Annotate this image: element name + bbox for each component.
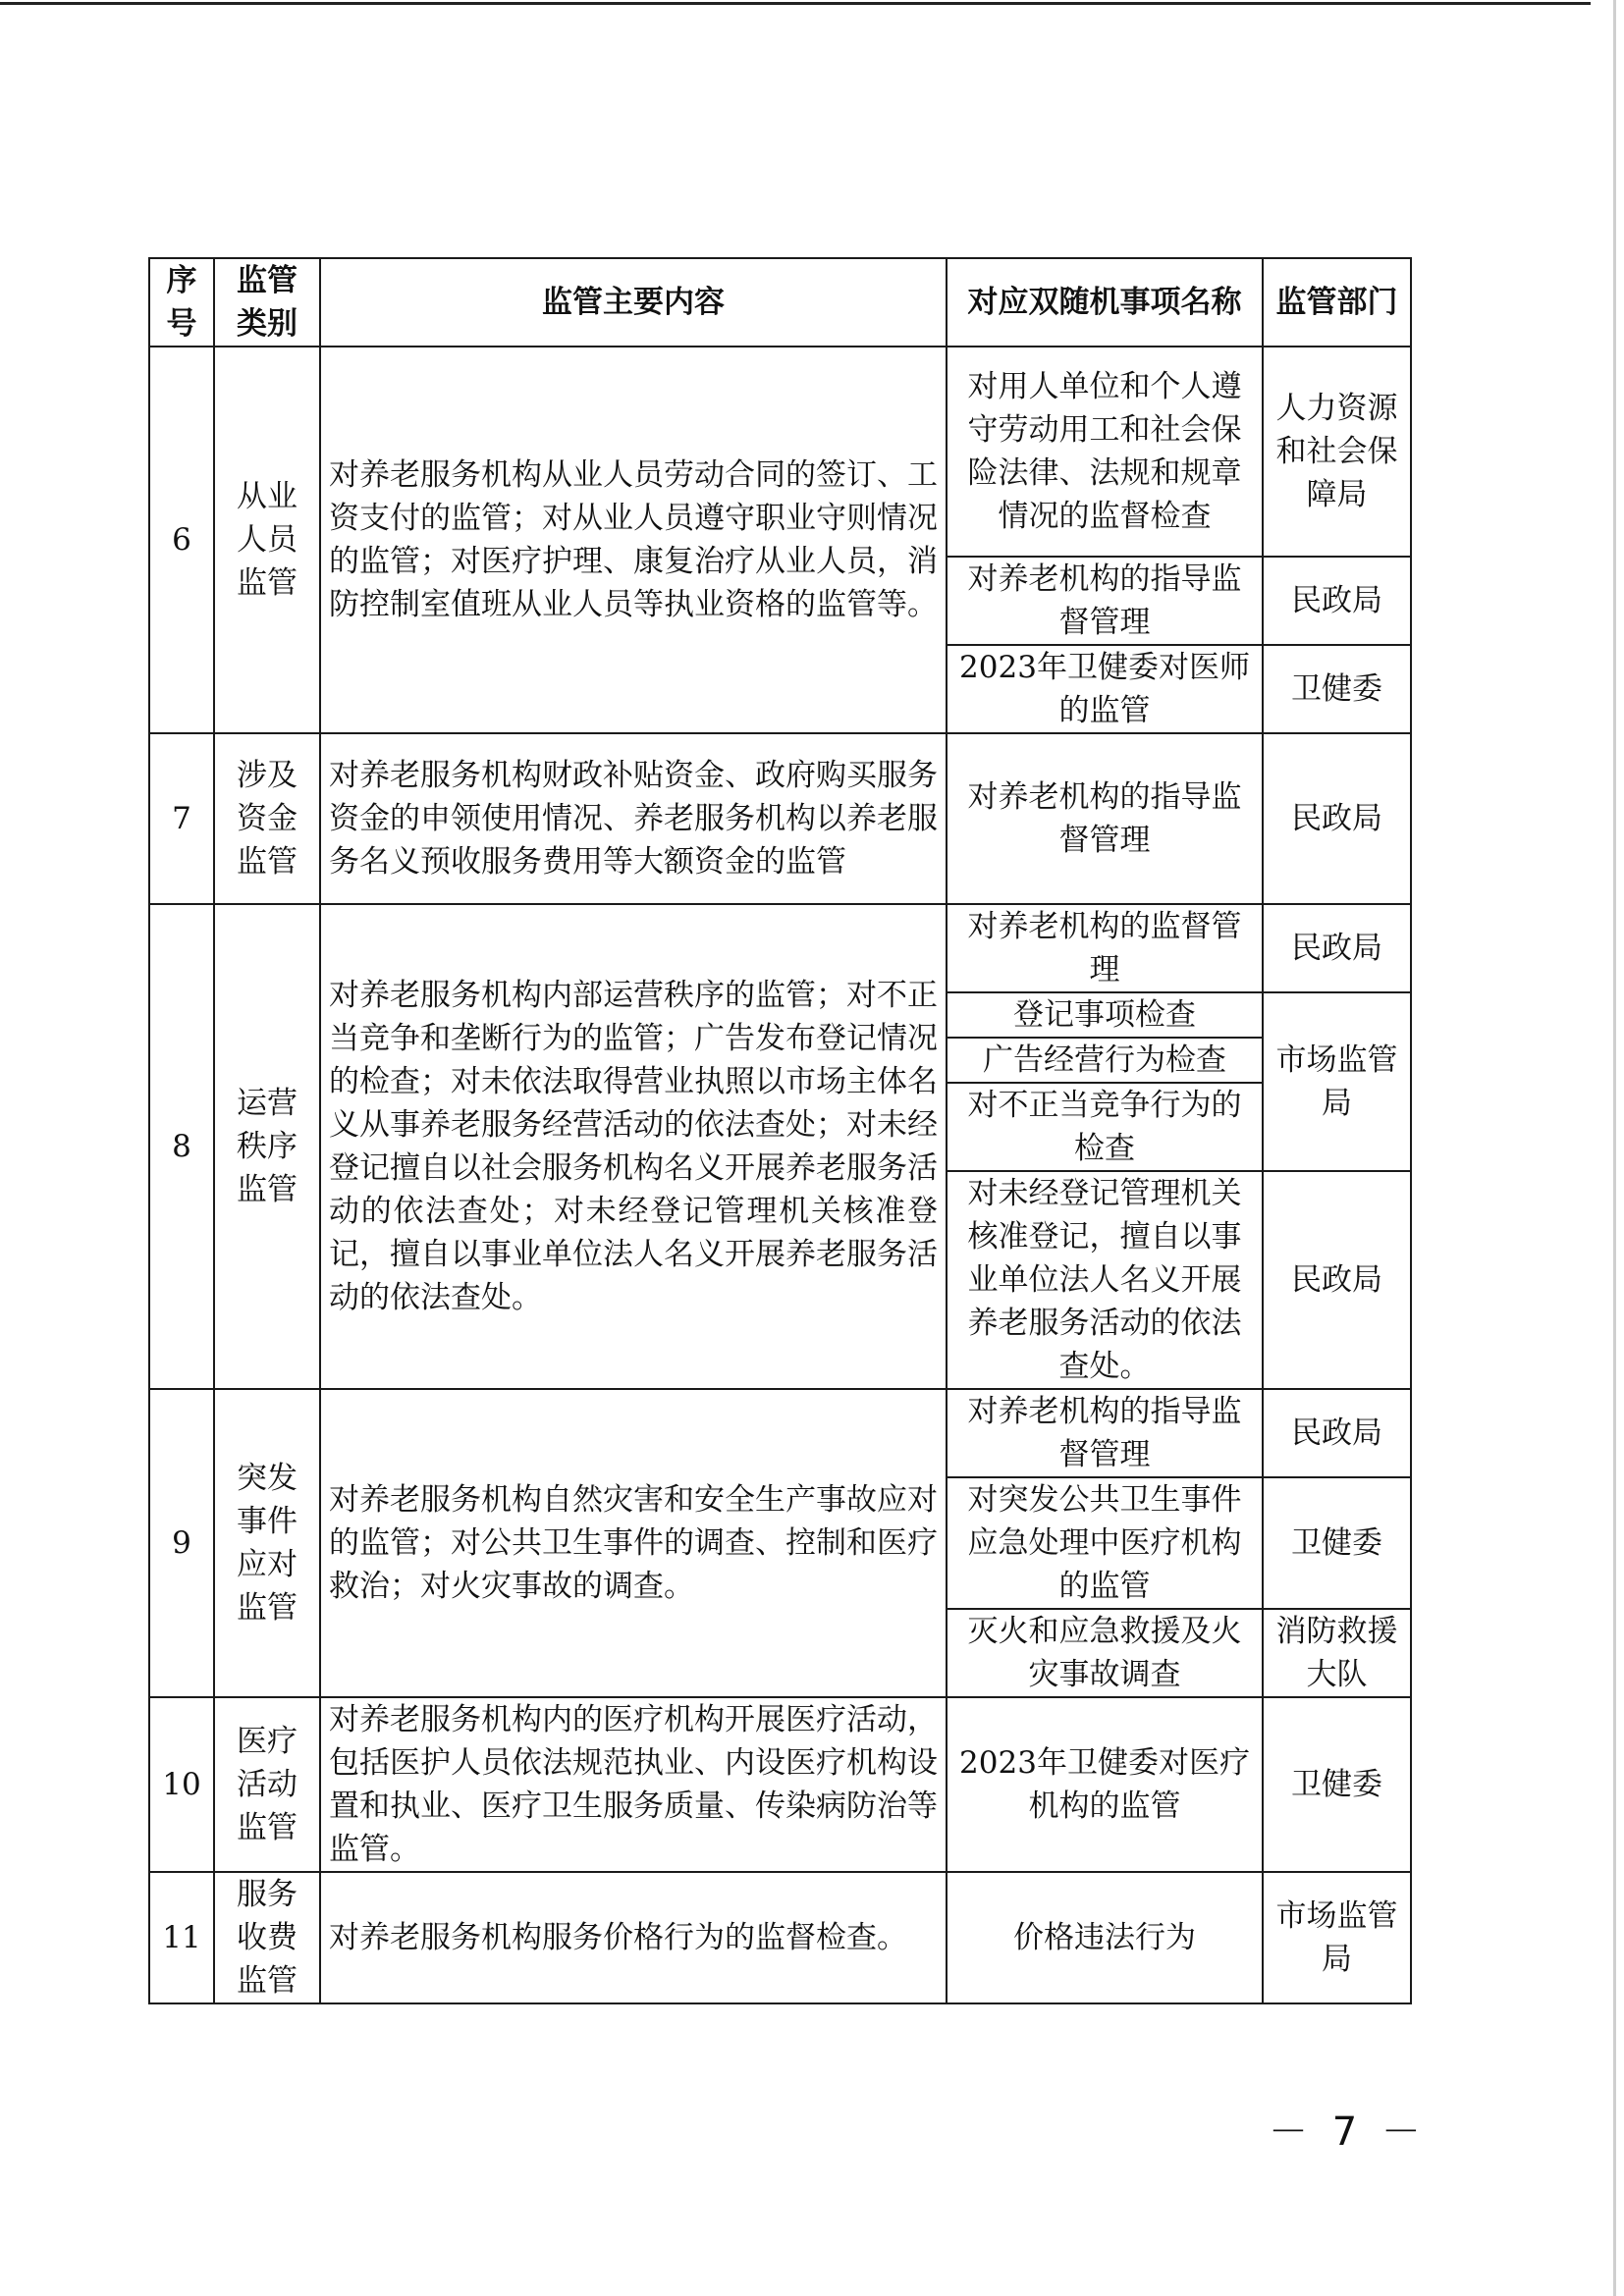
table-row <box>149 733 1411 904</box>
header-item: 对应双随机事项名称 <box>947 258 1263 347</box>
table-header-row <box>149 258 1411 347</box>
row-content: 对养老服务机构内部运营秩序的监管；对不正当竞争和垄断行为的监管；广告发布登记情况的检查；对未依法取得营业执照以市场主体名义从事养老服务经营活动的依法查处；对未经登记擅自以社会服务机构名义开展养老服务活动的依法查处；对未经登记管理机关核准登记，擅自以事业单位法人名义开展养老服务活动的依法查处。 <box>320 904 947 1389</box>
scan-top-edge <box>0 2 1591 5</box>
row-category: 服务收费监管 <box>214 1872 320 2003</box>
row-item: 对养老机构的指导监督管理 <box>947 1389 1263 1477</box>
row-dept: 民政局 <box>1263 1389 1411 1477</box>
row-dept: 民政局 <box>1263 557 1411 645</box>
row-seq: 9 <box>149 1389 214 1697</box>
row-dept: 市场监管局 <box>1263 1872 1411 2003</box>
row-content: 对养老服务机构内的医疗机构开展医疗活动，包括医护人员依法规范执业、内设医疗机构设置和执业、医疗卫生服务质量、传染病防治等监管。 <box>320 1697 947 1872</box>
row-item: 对养老机构的监督管理 <box>947 904 1263 992</box>
row-dept: 卫健委 <box>1263 645 1411 733</box>
row-dept: 民政局 <box>1263 904 1411 992</box>
row-category: 运营秩序监管 <box>214 904 320 1389</box>
row-dept: 卫健委 <box>1263 1697 1411 1872</box>
row-item: 登记事项检查 <box>947 992 1263 1038</box>
row-content: 对养老服务机构服务价格行为的监督检查。 <box>320 1872 947 2003</box>
header-content: 监管主要内容 <box>320 258 947 347</box>
row-dept: 人力资源和社会保障局 <box>1263 347 1411 557</box>
row-seq: 11 <box>149 1872 214 2003</box>
row-content: 对养老服务机构自然灾害和安全生产事故应对的监管；对公共卫生事件的调查、控制和医疗救治；对火灾事故的调查。 <box>320 1389 947 1697</box>
row-item: 对不正当竞争行为的检查 <box>947 1083 1263 1171</box>
row-item: 价格违法行为 <box>947 1872 1263 2003</box>
table-row <box>149 1872 1411 2003</box>
table-row <box>149 1389 1411 1477</box>
row-dept: 民政局 <box>1263 733 1411 904</box>
table-row <box>149 347 1411 557</box>
row-item: 对养老机构的指导监督管理 <box>947 557 1263 645</box>
row-item: 对突发公共卫生事件应急处理中医疗机构的监管 <box>947 1477 1263 1609</box>
header-dept: 监管部门 <box>1263 258 1411 347</box>
row-dept: 民政局 <box>1263 1171 1411 1389</box>
row-seq: 6 <box>149 347 214 733</box>
header-seq: 序号 <box>149 258 214 347</box>
scan-right-edge <box>1613 0 1616 2296</box>
table-row <box>149 1697 1411 1872</box>
row-item: 2023年卫健委对医疗机构的监管 <box>947 1697 1263 1872</box>
supervision-table <box>148 257 1412 2004</box>
row-item: 2023年卫健委对医师的监管 <box>947 645 1263 733</box>
row-dept: 市场监管局 <box>1263 992 1411 1171</box>
row-dept: 卫健委 <box>1263 1477 1411 1609</box>
row-content: 对养老服务机构从业人员劳动合同的签订、工资支付的监管；对从业人员遵守职业守则情况的监管；对医疗护理、康复治疗从业人员，消防控制室值班从业人员等执业资格的监管等。 <box>320 347 947 733</box>
row-category: 从业人员监管 <box>214 347 320 733</box>
row-dept: 消防救援大队 <box>1263 1609 1411 1697</box>
row-item: 对养老机构的指导监督管理 <box>947 733 1263 904</box>
row-content: 对养老服务机构财政补贴资金、政府购买服务资金的申领使用情况、养老服务机构以养老服务名义预收服务费用等大额资金的监管 <box>320 733 947 904</box>
row-seq: 8 <box>149 904 214 1389</box>
row-item: 对未经登记管理机关核准登记，擅自以事业单位法人名义开展养老服务活动的依法查处。 <box>947 1171 1263 1389</box>
row-item: 对用人单位和个人遵守劳动用工和社会保险法律、法规和规章情况的监督检查 <box>947 347 1263 557</box>
table-row <box>149 904 1411 992</box>
row-category: 突发事件应对监管 <box>214 1389 320 1697</box>
page-number: － 7 － <box>1269 2109 1427 2155</box>
row-category: 涉及资金监管 <box>214 733 320 904</box>
header-category: 监管类别 <box>214 258 320 347</box>
row-seq: 10 <box>149 1697 214 1872</box>
row-seq: 7 <box>149 733 214 904</box>
row-category: 医疗活动监管 <box>214 1697 320 1872</box>
row-item: 广告经营行为检查 <box>947 1038 1263 1083</box>
row-item: 灭火和应急救援及火灾事故调查 <box>947 1609 1263 1697</box>
